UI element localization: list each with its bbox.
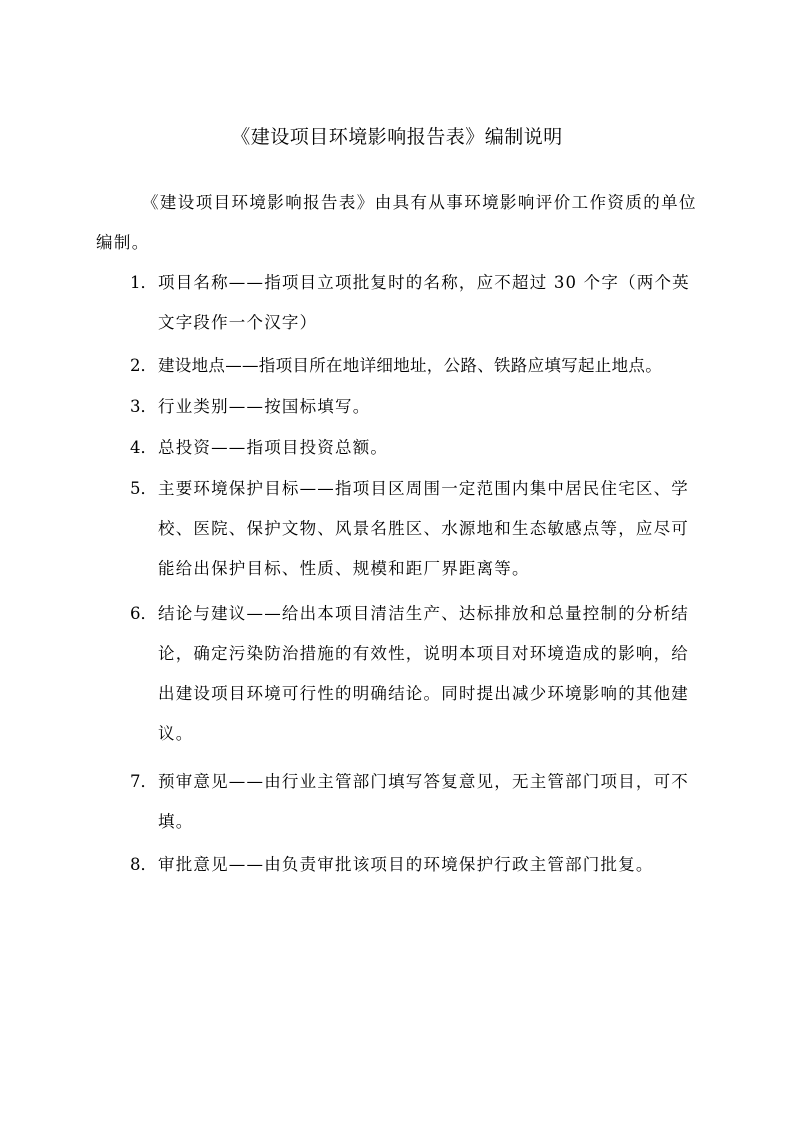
intro-paragraph: 《建设项目环境影响报告表》由具有从事环境影响评价工作资质的单位编制。 — [96, 193, 697, 252]
list-item — [130, 594, 704, 754]
list-item — [130, 428, 704, 468]
item-text: 结论与建议——给出本项目清洁生产、达标排放和总量控制的分析结论，确定污染防治措施的有效性，说明本项目对环境造成的影响，给出建设项目环境可行性的明确结论。同时提出减少环境影响的其他建议。 — [158, 604, 689, 743]
item-text: 建设地点——指项目所在地详细地址，公路、铁路应填写起止地点。 — [158, 356, 662, 375]
page-title: 《建设项目环境影响报告表》编制说明 — [231, 126, 563, 148]
list-item — [130, 263, 704, 343]
item-number: 8． — [130, 855, 157, 874]
list-item — [130, 469, 704, 589]
list-item — [130, 845, 704, 885]
item-number: 4． — [130, 438, 157, 457]
item-text: 项目名称——指项目立项批复时的名称，应不超过 30 个字（两个英文字段作一个汉字） — [158, 273, 690, 332]
item-number: 3． — [130, 397, 157, 416]
item-text: 行业类别——按国标填写。 — [158, 397, 371, 416]
list-item — [130, 346, 704, 386]
item-number: 5． — [130, 479, 157, 498]
list-item — [130, 387, 704, 427]
item-number: 2． — [130, 356, 157, 375]
item-number: 1． — [130, 273, 157, 292]
item-text: 审批意见——由负责审批该项目的环境保护行政主管部门批复。 — [158, 855, 654, 874]
item-number: 7． — [130, 772, 157, 791]
list-item — [130, 762, 704, 842]
item-text: 预审意见——由行业主管部门填写答复意见，无主管部门项目，可不填。 — [158, 772, 689, 831]
item-text: 主要环境保护目标——指项目区周围一定范围内集中居民住宅区、学校、医院、保护文物、风景名胜区、水源地和生态敏感点等，应尽可能给出保护目标、性质、规模和距厂界距离等。 — [158, 479, 689, 578]
item-number: 6． — [130, 604, 157, 623]
item-text: 总投资——指项目投资总额。 — [158, 438, 389, 457]
